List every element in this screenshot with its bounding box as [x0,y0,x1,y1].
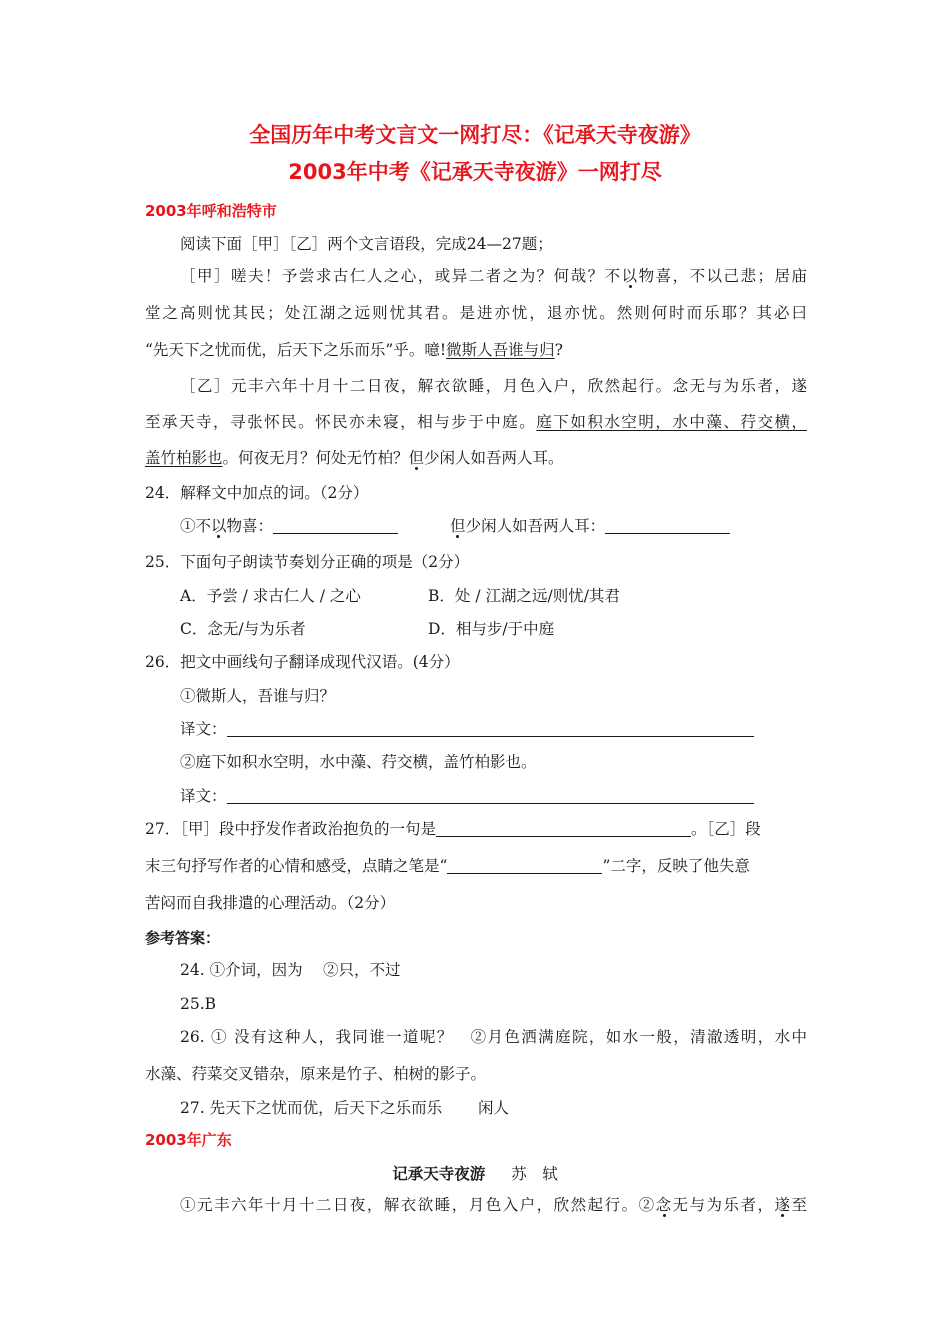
section-heading-hohhot: 2003年呼和浩特市 [145,202,277,220]
dotted-char: 遂 [774,1196,792,1214]
question-25-row-2 [180,617,807,641]
piece-author: 苏 轼 [511,1165,558,1183]
piece-title: 记承天寺夜游 [392,1165,486,1183]
question-26-answer-2: 译文： [180,784,807,808]
piece-heading [0,1162,950,1186]
question-27-line-2: 末三句抒写作者的心情和感受，点睛之笔是“ ”二字，反映了他失意 [145,857,750,875]
answer-26-line-1: 26. ① 没有这种人，我同谁一道呢？ ②月色洒满庭院，如水一般，清澈透明，水中 [180,1028,807,1046]
passage-yi-line-3: 盖竹柏影也。何夜无月？何处无竹柏？但少闲人如吾两人耳。 [145,449,564,467]
option-b: B．处 / 江湖之远/则忧/其君 [428,587,620,605]
dotted-char: 但 [408,449,425,467]
answer-blank[interactable] [273,516,398,534]
question-24: 24．解释文中加点的词。（2分） [145,484,369,502]
section-heading-guangdong: 2003年广东 [145,1131,232,1149]
question-25-row-1 [180,584,807,608]
passage-jia-line-2: 堂之高则忧其民；处江湖之远则忧其君。是进亦忧，退亦忧。然则何时而乐耶？其必曰 [145,304,807,322]
question-27-line-1: 27．［甲］段中抒发作者政治抱负的一句是 。［乙］段 [145,820,761,838]
passage-yi-line-1: ［乙］元丰六年十月十二日夜，解衣欲睡，月色入户，欣然起行。念无与为乐者，遂 [180,377,807,395]
piece-line-1: ①元丰六年十月十二日夜，解衣欲睡，月色入户，欣然起行。②念无与为乐者，遂至 [180,1196,807,1214]
passage-jia-line-1: ［甲］嗟夫！予尝求古仁人之心，或异二者之为？何哉？不以物喜，不以己悲；居庙 [180,267,807,285]
question-26-sentence-1: ①微斯人，吾谁与归？ [180,687,336,705]
passage-jia-line-3: “先天下之忧而优，后天下之乐而乐”乎。噫!微斯人吾谁与归? [145,341,563,359]
option-c: C．念无/与为乐者 [180,620,306,638]
dotted-char: 念 [655,1196,673,1214]
answer-25: 25.B [180,995,217,1013]
answer-26-line-2: 水藻、荇菜交叉错杂，原来是竹子、柏树的影子。 [145,1065,487,1083]
question-26-sentence-2: ②庭下如积水空明，水中藻、荇交横，盖竹柏影也。 [180,753,537,771]
option-a: A．予尝 / 求古仁人 / 之心 [180,587,361,605]
page-subtitle: 2003年中考《记承天寺夜游》一网打尽 [288,160,662,184]
underlined-sentence-2a: 庭下如积水空明，水中藻、荇交横， [536,413,807,431]
page-title: 全国历年中考文言文一网打尽：《记承天寺夜游》 [249,123,701,147]
answers-heading: 参考答案： [145,929,221,947]
option-d: D．相与步/于中庭 [428,620,555,638]
passage-yi-line-2: 至承天寺，寻张怀民。怀民亦未寝，相与步于中庭。庭下如积水空明，水中藻、荇交横， [145,413,807,431]
answer-blank[interactable] [436,819,691,837]
question-25: 25．下面句子朗读节奏划分正确的项是（2分） [145,553,470,571]
intro-text: 阅读下面［甲］［乙］两个文言语段，完成24—27题； [180,235,553,253]
answer-27: 27. 先天下之忧而优，后天下之乐而乐 闲人 [180,1099,510,1117]
question-27-line-3: 苦闷而自我排遣的心理活动。（2分） [145,894,396,912]
answer-24: 24. ①介词，因为 ②只，不过 [180,961,401,979]
dotted-char: 以 [211,517,227,535]
underlined-sentence-2b: 盖竹柏影也 [145,449,223,467]
answer-blank[interactable] [605,516,730,534]
question-24-items: ①不以物喜： 但少闲人如吾两人耳： [180,514,807,538]
answer-blank[interactable] [447,856,602,874]
question-26-answer-1: 译文： [180,717,807,741]
dotted-char: 以 [621,267,639,285]
answer-blank[interactable] [227,719,754,737]
answer-blank[interactable] [227,786,754,804]
dotted-char: 但 [450,517,466,535]
underlined-sentence-1: 微斯人吾谁与归 [446,341,555,359]
question-26: 26．把文中画线句子翻译成现代汉语。(4分） [145,653,460,671]
